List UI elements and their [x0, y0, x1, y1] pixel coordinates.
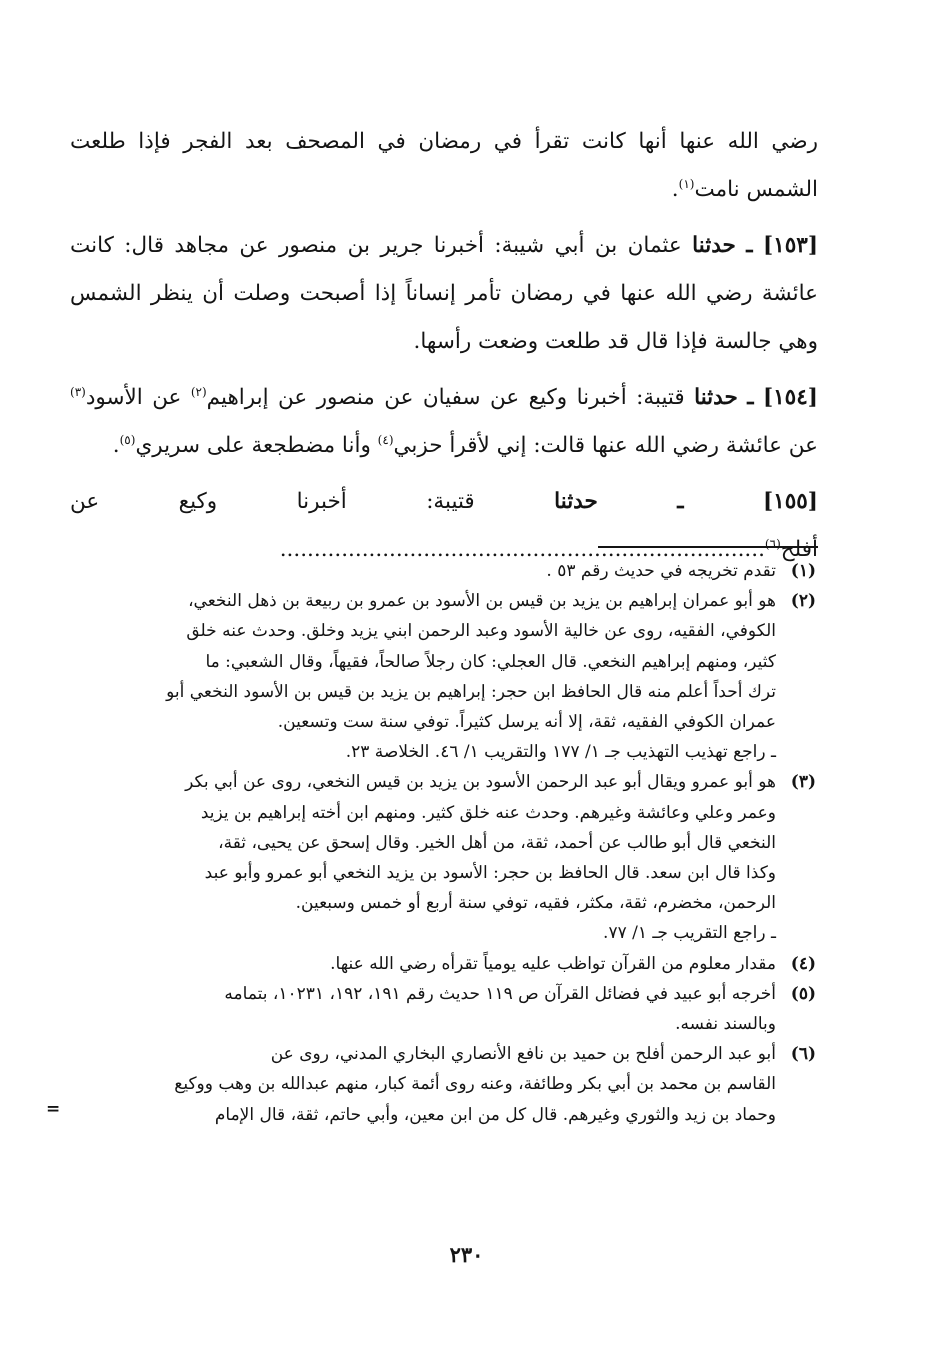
- footnote-3: [60, 767, 816, 948]
- continued-mark: =: [46, 1098, 61, 1119]
- footnote-ref: (١): [678, 176, 695, 191]
- dash: ـ: [747, 385, 754, 410]
- hadith-text: وأنا مضطجعة على سريري: [135, 433, 371, 458]
- footnote-label: (٣): [790, 772, 816, 793]
- footnote-reference: ـ راجع التقريب جـ ١/ ٧٧.: [603, 923, 776, 944]
- footnote-1: [60, 556, 816, 586]
- footnote-line: أخرجه أبو عبيد في فضائل القرآن ص ١١٩ حديث رقم ١٩١، ١٩٢، ١٠٢٣١، بتمامه: [224, 983, 776, 1004]
- footnote-label: (٦): [790, 1044, 816, 1065]
- hadith-lead-word: حدثنا: [694, 385, 738, 410]
- footnote-line: وعمر وعلي وعائشة وغيرهم. وحدث عنه خلق كثير. ومنهم ابن أخته إبراهيم بن يزيد: [200, 802, 776, 823]
- footnote-ref: (٣): [70, 384, 86, 399]
- footnote-line: القاسم بن محمد بن أبي بكر وطائفة، وعنه روى أئمة كبار، منهم عبدالله بن وهب ووكيع: [174, 1074, 776, 1095]
- footnote-label: (٤): [790, 953, 816, 974]
- hadith-number: [١٥٤]: [762, 385, 818, 410]
- footnote-ref: (٥): [119, 432, 136, 447]
- footnote-line: النخعي قال أبو طالب عن أحمد، ثقة، من أهل الخير. وقال إسحق عن يحيى، ثقة،: [218, 832, 776, 853]
- dash: ـ: [746, 233, 753, 258]
- hadith-text: عن الأسود: [85, 385, 182, 410]
- continuation-text: رضي الله عنها أنها كانت تقرأ في رمضان في المصحف بعد الفجر فإذا طلعت الشمس نامت: [70, 129, 818, 202]
- hadith-lead-word: حدثنا: [692, 233, 736, 258]
- footnote-line: الرحمن، مخضرم، ثقة، مكثر، فقيه، توفي سنة أربع أو خمس وسبعين.: [295, 893, 776, 914]
- footnote-line: الكوفي، الفقيه، روى عن خالية الأسود وعبد الرحمن ابني يزيد وخلق. وحدث عنه خلق: [186, 621, 776, 642]
- hadith-154: [70, 374, 818, 470]
- main-text: [70, 118, 818, 582]
- footnotes: [46, 556, 816, 1130]
- footnote-line: وكذا قال ابن سعد. قال الحافظ بن حجر: الأسود بن يزيد النخعي أبو عمرو وأبو عبد: [204, 863, 776, 884]
- hadith-text: عن عائشة رضي الله عنها قالت: إني لأقرأ حزبي: [393, 433, 818, 458]
- footnote-ref: (٢): [190, 384, 207, 399]
- hadith-lead-word: حدثنا: [554, 489, 598, 514]
- footnote-6: [46, 1039, 816, 1130]
- footnote-line: هو أبو عمران إبراهيم بن يزيد بن قيس بن الأسود بن عمرو بن ربيعة بن ذهل النخعي،: [188, 591, 776, 612]
- footnote-line: ترك أحداً أعلم منه قال الحافظ ابن حجر: إبراهيم بن يزيد بن قيس بن الأسود النخعي أبو: [166, 681, 776, 702]
- footnote-line: عمران الكوفي الفقيه، ثقة، إلا أنه يرسل كثيراً. توفي سنة ست وتسعين.: [277, 712, 776, 733]
- footnote-reference: ـ راجع تهذيب التهذيب جـ ١/ ١٧٧ والتقريب ١/ ٤٦. الخلاصة ٢٣.: [345, 742, 776, 763]
- continuation-dots: .......................................................................: [279, 537, 765, 562]
- hadith-text: قتيبة: أخبرنا وكيع عن أفلح: [70, 489, 818, 562]
- hadith-text: قتيبة: أخبرنا وكيع عن سفيان عن منصور عن إبراهيم: [206, 385, 685, 410]
- footnote-label: (١): [790, 561, 816, 581]
- footnote-line: تقدم تخريجه في حديث رقم ٥٣ .: [546, 561, 776, 581]
- hadith-153: [70, 222, 818, 366]
- footnote-line: هو أبو عمرو ويقال أبو عبد الرحمن الأسود بن يزيد بن قيس النخعي، روى عن أبي بكر: [185, 772, 776, 793]
- hadith-number: [١٥٣]: [762, 233, 818, 258]
- page-number: ٢٣٠: [449, 1242, 484, 1267]
- footnote-label: (٢): [790, 591, 816, 612]
- footnote-line: أبو عبد الرحمن أفلح بن حميد بن نافع الأنصاري البخاري المدني، روى عن: [270, 1044, 776, 1065]
- footnote-5: [60, 979, 816, 1039]
- hadith-text: عثمان بن أبي شيبة: أخبرنا جرير بن منصور عن مجاهد قال: كانت عائشة رضي الله عنها في رمضان تأمر إنساناً إذا أصبحت وصلت أن ينظر الشمس وهي جالسة فإذا قال قد طلعت وضعت رأسها.: [70, 233, 818, 354]
- footnote-label: (٥): [790, 983, 816, 1004]
- footnote-ref: (٦): [764, 536, 781, 551]
- punctuation: .: [112, 433, 120, 458]
- punctuation: .: [671, 177, 679, 202]
- hadith-number: [١٥٥]: [762, 489, 818, 514]
- footnote-4: [60, 949, 816, 979]
- continuation-paragraph: [70, 118, 818, 214]
- footnote-2: [60, 586, 816, 767]
- footnote-line: مقدار معلوم من القرآن تواظب عليه يومياً تقرأه رضي الله عنها.: [330, 953, 776, 974]
- dash: ـ: [677, 489, 684, 514]
- footnote-ref: (٤): [377, 432, 394, 447]
- footnote-line: كثير، ومنهم إبراهيم النخعي. قال العجلي: كان رجلاً صالحاً، فقيهاً، وقال الشعبي: ما: [205, 651, 776, 672]
- footnote-line: وحماد بن زيد والثوري وغيرهم. قال كل من ابن معين، وأبي حاتم، ثقة، قال الإمام: [214, 1104, 776, 1125]
- footnote-divider: [598, 546, 818, 548]
- footnote-line: وبالسند نفسه.: [675, 1014, 776, 1035]
